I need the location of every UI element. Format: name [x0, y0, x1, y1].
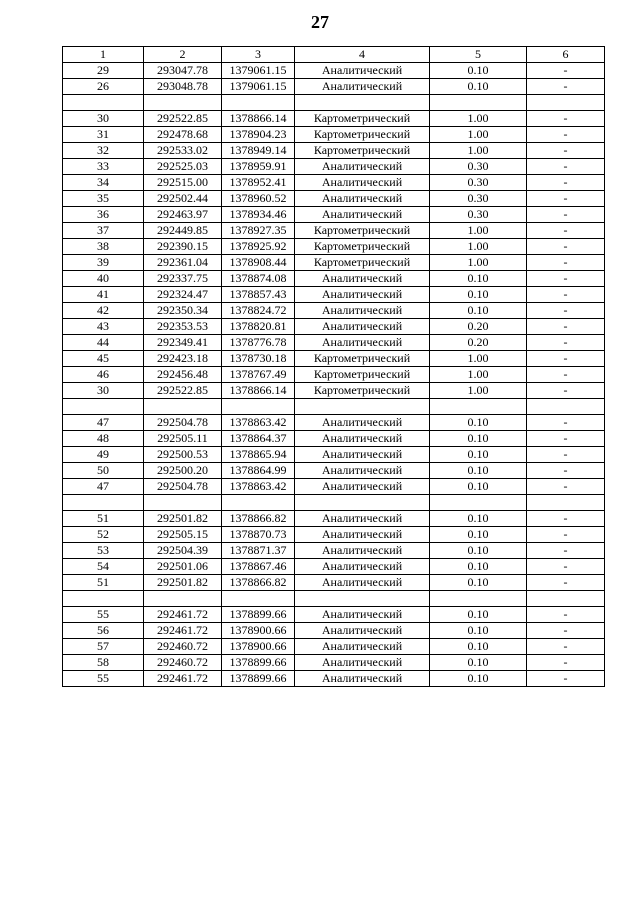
- table-cell: 1379061.15: [222, 63, 295, 79]
- table-cell: 1378863.42: [222, 479, 295, 495]
- table-cell: 292324.47: [144, 287, 222, 303]
- table-cell: 1378927.35: [222, 223, 295, 239]
- table-cell: -: [527, 127, 605, 143]
- table-cell: -: [527, 255, 605, 271]
- table-cell: 48: [63, 431, 144, 447]
- table-cell: Аналитический: [295, 559, 430, 575]
- table-cell: 51: [63, 575, 144, 591]
- table-cell: 1378864.99: [222, 463, 295, 479]
- table-row: [63, 415, 605, 431]
- table-cell: 292349.41: [144, 335, 222, 351]
- table-cell: -: [527, 335, 605, 351]
- table-cell: [144, 495, 222, 511]
- table-cell: 1378824.72: [222, 303, 295, 319]
- table-cell: [430, 95, 527, 111]
- table-cell: 1378866.14: [222, 383, 295, 399]
- table-cell: 0.30: [430, 191, 527, 207]
- table-cell: 1378960.52: [222, 191, 295, 207]
- table-cell: Аналитический: [295, 639, 430, 655]
- table-cell: 26: [63, 79, 144, 95]
- table-row: [63, 511, 605, 527]
- table-row: [63, 639, 605, 655]
- table-cell: 0.10: [430, 639, 527, 655]
- table-cell: -: [527, 607, 605, 623]
- table-cell: Картометрический: [295, 383, 430, 399]
- table-cell: Аналитический: [295, 463, 430, 479]
- table-row: [63, 351, 605, 367]
- table-row: [63, 175, 605, 191]
- table-body: [63, 63, 605, 687]
- table-cell: 1.00: [430, 223, 527, 239]
- table-cell: 292505.15: [144, 527, 222, 543]
- table-cell: 38: [63, 239, 144, 255]
- table-cell: 39: [63, 255, 144, 271]
- table-row: [63, 607, 605, 623]
- table-cell: 1.00: [430, 111, 527, 127]
- table-cell: 49: [63, 447, 144, 463]
- table-cell: Аналитический: [295, 175, 430, 191]
- table-cell: 0.10: [430, 303, 527, 319]
- table-cell: Картометрический: [295, 351, 430, 367]
- table-cell: 1378867.46: [222, 559, 295, 575]
- table-cell: [527, 591, 605, 607]
- column-header: 6: [527, 47, 605, 63]
- table-cell: 51: [63, 511, 144, 527]
- table-cell: 292461.72: [144, 671, 222, 687]
- table-cell: -: [527, 159, 605, 175]
- table-cell: Аналитический: [295, 575, 430, 591]
- table-cell: [63, 495, 144, 511]
- table-cell: -: [527, 143, 605, 159]
- table-cell: -: [527, 191, 605, 207]
- table-row: [63, 367, 605, 383]
- table-cell: -: [527, 447, 605, 463]
- table-cell: -: [527, 239, 605, 255]
- table-cell: 1.00: [430, 383, 527, 399]
- table-cell: [144, 399, 222, 415]
- table-cell: -: [527, 63, 605, 79]
- table-cell: [222, 495, 295, 511]
- table-cell: 292515.00: [144, 175, 222, 191]
- table-cell: 0.10: [430, 543, 527, 559]
- table-cell: 292501.82: [144, 511, 222, 527]
- table-cell: 1378904.23: [222, 127, 295, 143]
- table-cell: Аналитический: [295, 431, 430, 447]
- table-cell: [144, 95, 222, 111]
- column-header: 3: [222, 47, 295, 63]
- table-cell: Аналитический: [295, 511, 430, 527]
- table-row: [63, 255, 605, 271]
- table-cell: 1.00: [430, 255, 527, 271]
- table-row: [63, 399, 605, 415]
- table-cell: 0.30: [430, 175, 527, 191]
- table-cell: [527, 399, 605, 415]
- table-cell: 52: [63, 527, 144, 543]
- table-cell: 1378864.37: [222, 431, 295, 447]
- table-row: [63, 95, 605, 111]
- table-cell: [430, 495, 527, 511]
- table-cell: 53: [63, 543, 144, 559]
- table-cell: 292461.72: [144, 607, 222, 623]
- table-cell: [527, 495, 605, 511]
- table-cell: 1378949.14: [222, 143, 295, 159]
- table-cell: 0.10: [430, 575, 527, 591]
- table-cell: 42: [63, 303, 144, 319]
- table-cell: 292500.53: [144, 447, 222, 463]
- table-cell: -: [527, 79, 605, 95]
- table-cell: 1378934.46: [222, 207, 295, 223]
- table-cell: -: [527, 367, 605, 383]
- table-cell: 292504.78: [144, 479, 222, 495]
- table-cell: Картометрический: [295, 367, 430, 383]
- table-cell: 292522.85: [144, 383, 222, 399]
- table-cell: -: [527, 527, 605, 543]
- table-row: [63, 591, 605, 607]
- table-row: [63, 159, 605, 175]
- table-cell: 1378900.66: [222, 639, 295, 655]
- table-cell: Аналитический: [295, 607, 430, 623]
- table-cell: Аналитический: [295, 655, 430, 671]
- table-cell: 47: [63, 479, 144, 495]
- table-row: [63, 431, 605, 447]
- table-cell: 0.10: [430, 559, 527, 575]
- table-cell: 1378767.49: [222, 367, 295, 383]
- table-cell: Аналитический: [295, 671, 430, 687]
- table-cell: 32: [63, 143, 144, 159]
- table-row: [63, 559, 605, 575]
- table-cell: 292501.06: [144, 559, 222, 575]
- table-cell: Картометрический: [295, 223, 430, 239]
- table-cell: 0.10: [430, 431, 527, 447]
- table-cell: 44: [63, 335, 144, 351]
- table-cell: Аналитический: [295, 319, 430, 335]
- table-cell: 1379061.15: [222, 79, 295, 95]
- table-row: [63, 463, 605, 479]
- table-cell: 0.10: [430, 671, 527, 687]
- table-cell: 1378925.92: [222, 239, 295, 255]
- table-row: [63, 623, 605, 639]
- table-cell: 292361.04: [144, 255, 222, 271]
- table-cell: -: [527, 431, 605, 447]
- table-cell: 292350.34: [144, 303, 222, 319]
- table-cell: [295, 95, 430, 111]
- table-row: [63, 319, 605, 335]
- table-cell: 0.10: [430, 479, 527, 495]
- table-cell: 46: [63, 367, 144, 383]
- table-cell: Аналитический: [295, 191, 430, 207]
- table-cell: 292478.68: [144, 127, 222, 143]
- table-cell: -: [527, 575, 605, 591]
- table-row: [63, 671, 605, 687]
- table-cell: Картометрический: [295, 143, 430, 159]
- table-cell: 34: [63, 175, 144, 191]
- table-cell: 1.00: [430, 127, 527, 143]
- table-cell: 0.30: [430, 207, 527, 223]
- coordinates-table: [62, 46, 605, 687]
- table-cell: 57: [63, 639, 144, 655]
- table-cell: 0.10: [430, 79, 527, 95]
- table-cell: 36: [63, 207, 144, 223]
- table-cell: 0.10: [430, 63, 527, 79]
- table-cell: [527, 95, 605, 111]
- table-cell: 1378952.41: [222, 175, 295, 191]
- table-row: [63, 287, 605, 303]
- table-cell: 1378820.81: [222, 319, 295, 335]
- table-cell: 292423.18: [144, 351, 222, 367]
- table-cell: 0.10: [430, 463, 527, 479]
- table-cell: 292504.78: [144, 415, 222, 431]
- table-cell: Аналитический: [295, 271, 430, 287]
- table-row: [63, 655, 605, 671]
- table-cell: -: [527, 287, 605, 303]
- table-cell: 58: [63, 655, 144, 671]
- table-cell: -: [527, 479, 605, 495]
- table-cell: 35: [63, 191, 144, 207]
- table-cell: 1378863.42: [222, 415, 295, 431]
- table-cell: 292460.72: [144, 639, 222, 655]
- table-row: [63, 383, 605, 399]
- table-cell: 292456.48: [144, 367, 222, 383]
- table-cell: 0.10: [430, 511, 527, 527]
- table-cell: Аналитический: [295, 63, 430, 79]
- table-cell: 43: [63, 319, 144, 335]
- table-cell: Аналитический: [295, 543, 430, 559]
- column-header: 4: [295, 47, 430, 63]
- table-cell: -: [527, 175, 605, 191]
- table-cell: -: [527, 383, 605, 399]
- table-row: [63, 143, 605, 159]
- table-cell: 37: [63, 223, 144, 239]
- table-cell: 1378908.44: [222, 255, 295, 271]
- table-cell: [295, 495, 430, 511]
- table-cell: 1.00: [430, 143, 527, 159]
- table-cell: 0.20: [430, 319, 527, 335]
- table-cell: 40: [63, 271, 144, 287]
- table-cell: 55: [63, 671, 144, 687]
- table-cell: -: [527, 639, 605, 655]
- table-cell: 1378866.82: [222, 511, 295, 527]
- table-cell: 1378899.66: [222, 671, 295, 687]
- table-cell: 1378730.18: [222, 351, 295, 367]
- table-cell: 1378776.78: [222, 335, 295, 351]
- table-cell: 47: [63, 415, 144, 431]
- table-row: [63, 207, 605, 223]
- table-cell: 292353.53: [144, 319, 222, 335]
- table-row: [63, 335, 605, 351]
- table-cell: 0.10: [430, 447, 527, 463]
- column-header: 1: [63, 47, 144, 63]
- table-cell: 292500.20: [144, 463, 222, 479]
- table-row: [63, 111, 605, 127]
- table-cell: [295, 399, 430, 415]
- table-cell: 54: [63, 559, 144, 575]
- table-cell: 292449.85: [144, 223, 222, 239]
- table-cell: 292504.39: [144, 543, 222, 559]
- table-cell: -: [527, 655, 605, 671]
- table-cell: 292501.82: [144, 575, 222, 591]
- table-cell: 1.00: [430, 351, 527, 367]
- table-cell: 293048.78: [144, 79, 222, 95]
- table-cell: Картометрический: [295, 111, 430, 127]
- table-row: [63, 495, 605, 511]
- table-row: [63, 239, 605, 255]
- table-cell: -: [527, 223, 605, 239]
- table-cell: Аналитический: [295, 623, 430, 639]
- table-cell: 292505.11: [144, 431, 222, 447]
- table-cell: 55: [63, 607, 144, 623]
- table-cell: Аналитический: [295, 79, 430, 95]
- table-cell: 292522.85: [144, 111, 222, 127]
- column-header: 5: [430, 47, 527, 63]
- table-row: [63, 479, 605, 495]
- table-cell: -: [527, 559, 605, 575]
- table-cell: Аналитический: [295, 335, 430, 351]
- table-cell: 1378900.66: [222, 623, 295, 639]
- table-cell: 0.10: [430, 607, 527, 623]
- table-cell: Аналитический: [295, 159, 430, 175]
- table-cell: [295, 591, 430, 607]
- table-cell: Картометрический: [295, 255, 430, 271]
- table-cell: 33: [63, 159, 144, 175]
- table-cell: 30: [63, 111, 144, 127]
- column-header: 2: [144, 47, 222, 63]
- table-row: [63, 79, 605, 95]
- table-cell: Аналитический: [295, 479, 430, 495]
- table-cell: [63, 591, 144, 607]
- table-cell: 1378874.08: [222, 271, 295, 287]
- table-cell: Картометрический: [295, 239, 430, 255]
- table-cell: -: [527, 415, 605, 431]
- table-cell: Аналитический: [295, 415, 430, 431]
- table-cell: 0.20: [430, 335, 527, 351]
- table-cell: 0.10: [430, 271, 527, 287]
- page-number: 27: [311, 12, 329, 32]
- table-cell: 292390.15: [144, 239, 222, 255]
- table-row: [63, 575, 605, 591]
- table-cell: 1378865.94: [222, 447, 295, 463]
- table-row: [63, 223, 605, 239]
- table-cell: 0.30: [430, 159, 527, 175]
- table-cell: Аналитический: [295, 303, 430, 319]
- table-cell: 56: [63, 623, 144, 639]
- table-cell: 292463.97: [144, 207, 222, 223]
- table-cell: -: [527, 319, 605, 335]
- table-cell: Аналитический: [295, 207, 430, 223]
- table-cell: 0.10: [430, 287, 527, 303]
- table-cell: 1.00: [430, 239, 527, 255]
- table-row: [63, 271, 605, 287]
- table-cell: 29: [63, 63, 144, 79]
- table-row: [63, 543, 605, 559]
- table-cell: 292525.03: [144, 159, 222, 175]
- table-cell: 292461.72: [144, 623, 222, 639]
- table-row: [63, 303, 605, 319]
- table-cell: 1378959.91: [222, 159, 295, 175]
- table-cell: -: [527, 623, 605, 639]
- table-header-row: [63, 47, 605, 63]
- table-cell: 292337.75: [144, 271, 222, 287]
- table-cell: 292533.02: [144, 143, 222, 159]
- table-cell: 0.10: [430, 623, 527, 639]
- table-cell: 0.10: [430, 415, 527, 431]
- table-cell: [222, 591, 295, 607]
- table-cell: 1378870.73: [222, 527, 295, 543]
- table-cell: Картометрический: [295, 127, 430, 143]
- table-cell: 1378866.82: [222, 575, 295, 591]
- table-cell: -: [527, 511, 605, 527]
- table-cell: -: [527, 463, 605, 479]
- table-cell: 0.10: [430, 655, 527, 671]
- table-row: [63, 191, 605, 207]
- table-cell: [63, 95, 144, 111]
- table-row: [63, 527, 605, 543]
- table-cell: 31: [63, 127, 144, 143]
- table-cell: [430, 591, 527, 607]
- table-cell: 293047.78: [144, 63, 222, 79]
- table-cell: Аналитический: [295, 287, 430, 303]
- table-cell: -: [527, 303, 605, 319]
- table-cell: [222, 399, 295, 415]
- table-cell: 1378871.37: [222, 543, 295, 559]
- table-cell: [222, 95, 295, 111]
- table-cell: -: [527, 207, 605, 223]
- table-cell: 1378899.66: [222, 607, 295, 623]
- table-cell: 50: [63, 463, 144, 479]
- table-cell: 45: [63, 351, 144, 367]
- table-cell: 1378857.43: [222, 287, 295, 303]
- table-cell: 41: [63, 287, 144, 303]
- table-cell: Аналитический: [295, 447, 430, 463]
- table-cell: -: [527, 351, 605, 367]
- table-cell: 292502.44: [144, 191, 222, 207]
- table-cell: 1378866.14: [222, 111, 295, 127]
- table-cell: -: [527, 111, 605, 127]
- table-cell: 292460.72: [144, 655, 222, 671]
- table-cell: [430, 399, 527, 415]
- table-cell: 30: [63, 383, 144, 399]
- table-row: [63, 63, 605, 79]
- table-cell: -: [527, 271, 605, 287]
- table-cell: -: [527, 671, 605, 687]
- table-cell: 0.10: [430, 527, 527, 543]
- table-cell: -: [527, 543, 605, 559]
- table-row: [63, 127, 605, 143]
- table-row: [63, 447, 605, 463]
- table-cell: 1.00: [430, 367, 527, 383]
- table-cell: 1378899.66: [222, 655, 295, 671]
- table-cell: [144, 591, 222, 607]
- table-cell: [63, 399, 144, 415]
- table-cell: Аналитический: [295, 527, 430, 543]
